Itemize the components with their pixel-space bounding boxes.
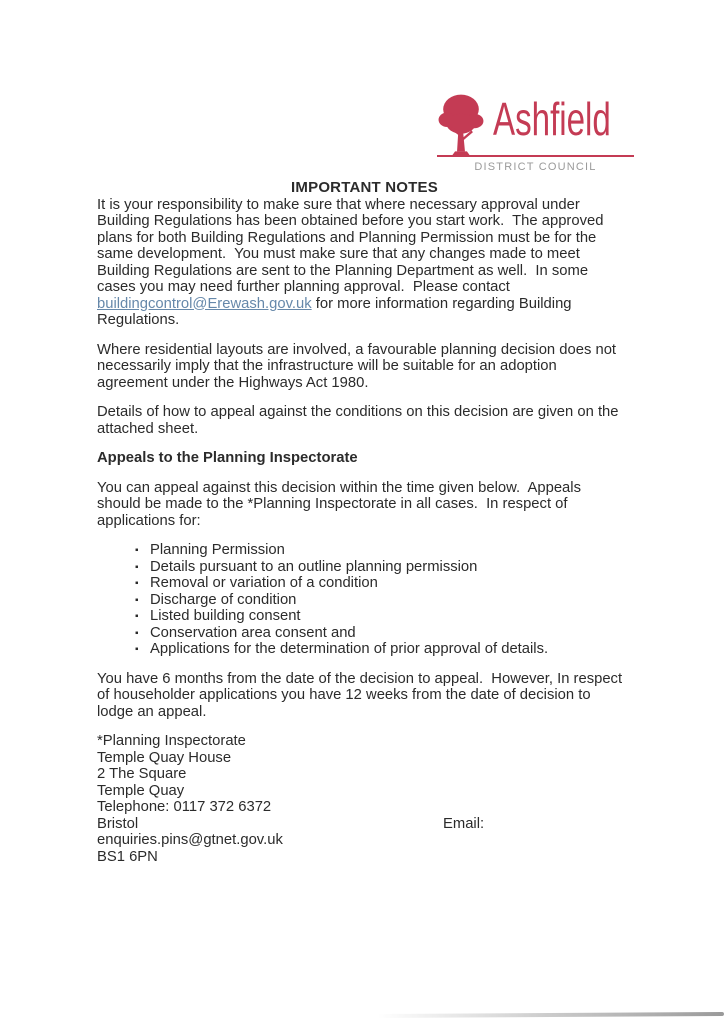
list-item-label: Conservation area consent and <box>150 624 356 641</box>
address-line: Temple Quay <box>97 782 185 799</box>
list-item <box>97 625 632 642</box>
scan-edge-line <box>378 1012 724 1018</box>
address-postcode: BS1 6PN <box>97 848 158 865</box>
list-item-label: Discharge of condition <box>150 591 297 608</box>
council-logo <box>437 90 635 178</box>
list-item <box>97 608 632 625</box>
paragraph-line: Where residential layouts are involved, a favourable planning decision does not <box>97 341 617 358</box>
list-item-label: Removal or variation of a condition <box>150 575 378 591</box>
paragraph-appeal-deadline <box>97 671 632 721</box>
logo-underline <box>437 155 634 157</box>
email-label: Email: <box>443 815 485 832</box>
square-bullet-icon: ▪ <box>135 594 139 606</box>
paragraph-line: Building Regulations has been obtained before you start work. The approved <box>97 213 604 229</box>
address-city: Bristol <box>97 815 139 832</box>
list-item <box>97 542 632 559</box>
square-bullet-icon: ▪ <box>135 644 139 655</box>
paragraph-appeal-details <box>97 404 632 437</box>
paragraph-line: You can appeal against this decision within the time given below. Appeals <box>97 479 581 496</box>
paragraph-building-regulations <box>97 197 632 329</box>
logo-wordmark: Ashfield <box>493 93 611 145</box>
paragraph-line: You have 6 months from the date of the decision to appeal. However, In respect <box>97 670 623 687</box>
square-bullet-icon: ▪ <box>135 611 139 622</box>
application-types-list <box>97 542 632 658</box>
building-control-email-link[interactable]: buildingcontrol@Erewash.gov.uk <box>97 295 312 312</box>
paragraph-line: It is your responsibility to make sure that where necessary approval under <box>97 196 580 213</box>
list-item <box>97 559 632 576</box>
list-item-label: Applications for the determination of prior approval of details. <box>150 641 549 657</box>
list-item-label: Details pursuant to an outline planning permission <box>150 558 478 575</box>
paragraph-line: of householder applications you have 12 weeks from the date of decision to <box>97 687 591 703</box>
paragraph-line-rest: for more information regarding Building <box>311 295 572 312</box>
square-bullet-icon: ▪ <box>135 545 139 556</box>
list-item-label: Planning Permission <box>150 542 285 558</box>
tree-icon <box>437 92 485 158</box>
planning-inspectorate-address <box>97 733 632 865</box>
paragraph-line: Details of how to appeal against the conditions on this decision are given on the <box>97 404 619 420</box>
paragraph-line: lodge an appeal. <box>97 703 207 720</box>
paragraph-residential-layouts <box>97 342 632 392</box>
paragraph-line: Building Regulations are sent to the Planning Department as well. In some <box>97 262 589 279</box>
address-line: Temple Quay House <box>97 749 232 766</box>
list-item-label: Listed building consent <box>150 608 301 624</box>
list-item <box>97 592 632 609</box>
paragraph-appeal-time <box>97 480 632 530</box>
paragraph-line: agreement under the Highways Act 1980. <box>97 374 369 391</box>
section-heading-appeals: Appeals to the Planning Inspectorate <box>97 450 358 466</box>
square-bullet-icon: ▪ <box>135 561 139 573</box>
square-bullet-icon: ▪ <box>135 627 139 639</box>
address-line: Telephone: 0117 372 6372 <box>97 799 272 815</box>
address-line: *Planning Inspectorate <box>97 733 246 749</box>
address-line-bristol <box>97 816 632 833</box>
paragraph-line: Regulations. <box>97 312 180 328</box>
paragraph-line: attached sheet. <box>97 420 199 437</box>
paragraph-line: cases you may need further planning approval. Please contact <box>97 279 510 295</box>
list-item <box>97 575 632 592</box>
address-email: enquiries.pins@gtnet.gov.uk <box>97 832 283 848</box>
address-line: 2 The Square <box>97 766 187 782</box>
page-title: IMPORTANT NOTES <box>291 179 438 196</box>
document-body <box>97 180 632 878</box>
paragraph-line: should be made to the *Planning Inspectorate in all cases. In respect of <box>97 496 568 512</box>
paragraph-line <box>97 296 632 313</box>
logo-subtitle: DISTRICT COUNCIL <box>474 161 597 173</box>
paragraph-line: necessarily imply that the infrastructure will be suitable for an adoption <box>97 358 557 374</box>
paragraph-line: same development. You must make sure that any changes made to meet <box>97 246 580 262</box>
paragraph-line: applications for: <box>97 512 201 529</box>
list-item <box>97 641 632 658</box>
paragraph-line: plans for both Building Regulations and Planning Permission must be for the <box>97 229 597 246</box>
square-bullet-icon: ▪ <box>135 578 139 589</box>
